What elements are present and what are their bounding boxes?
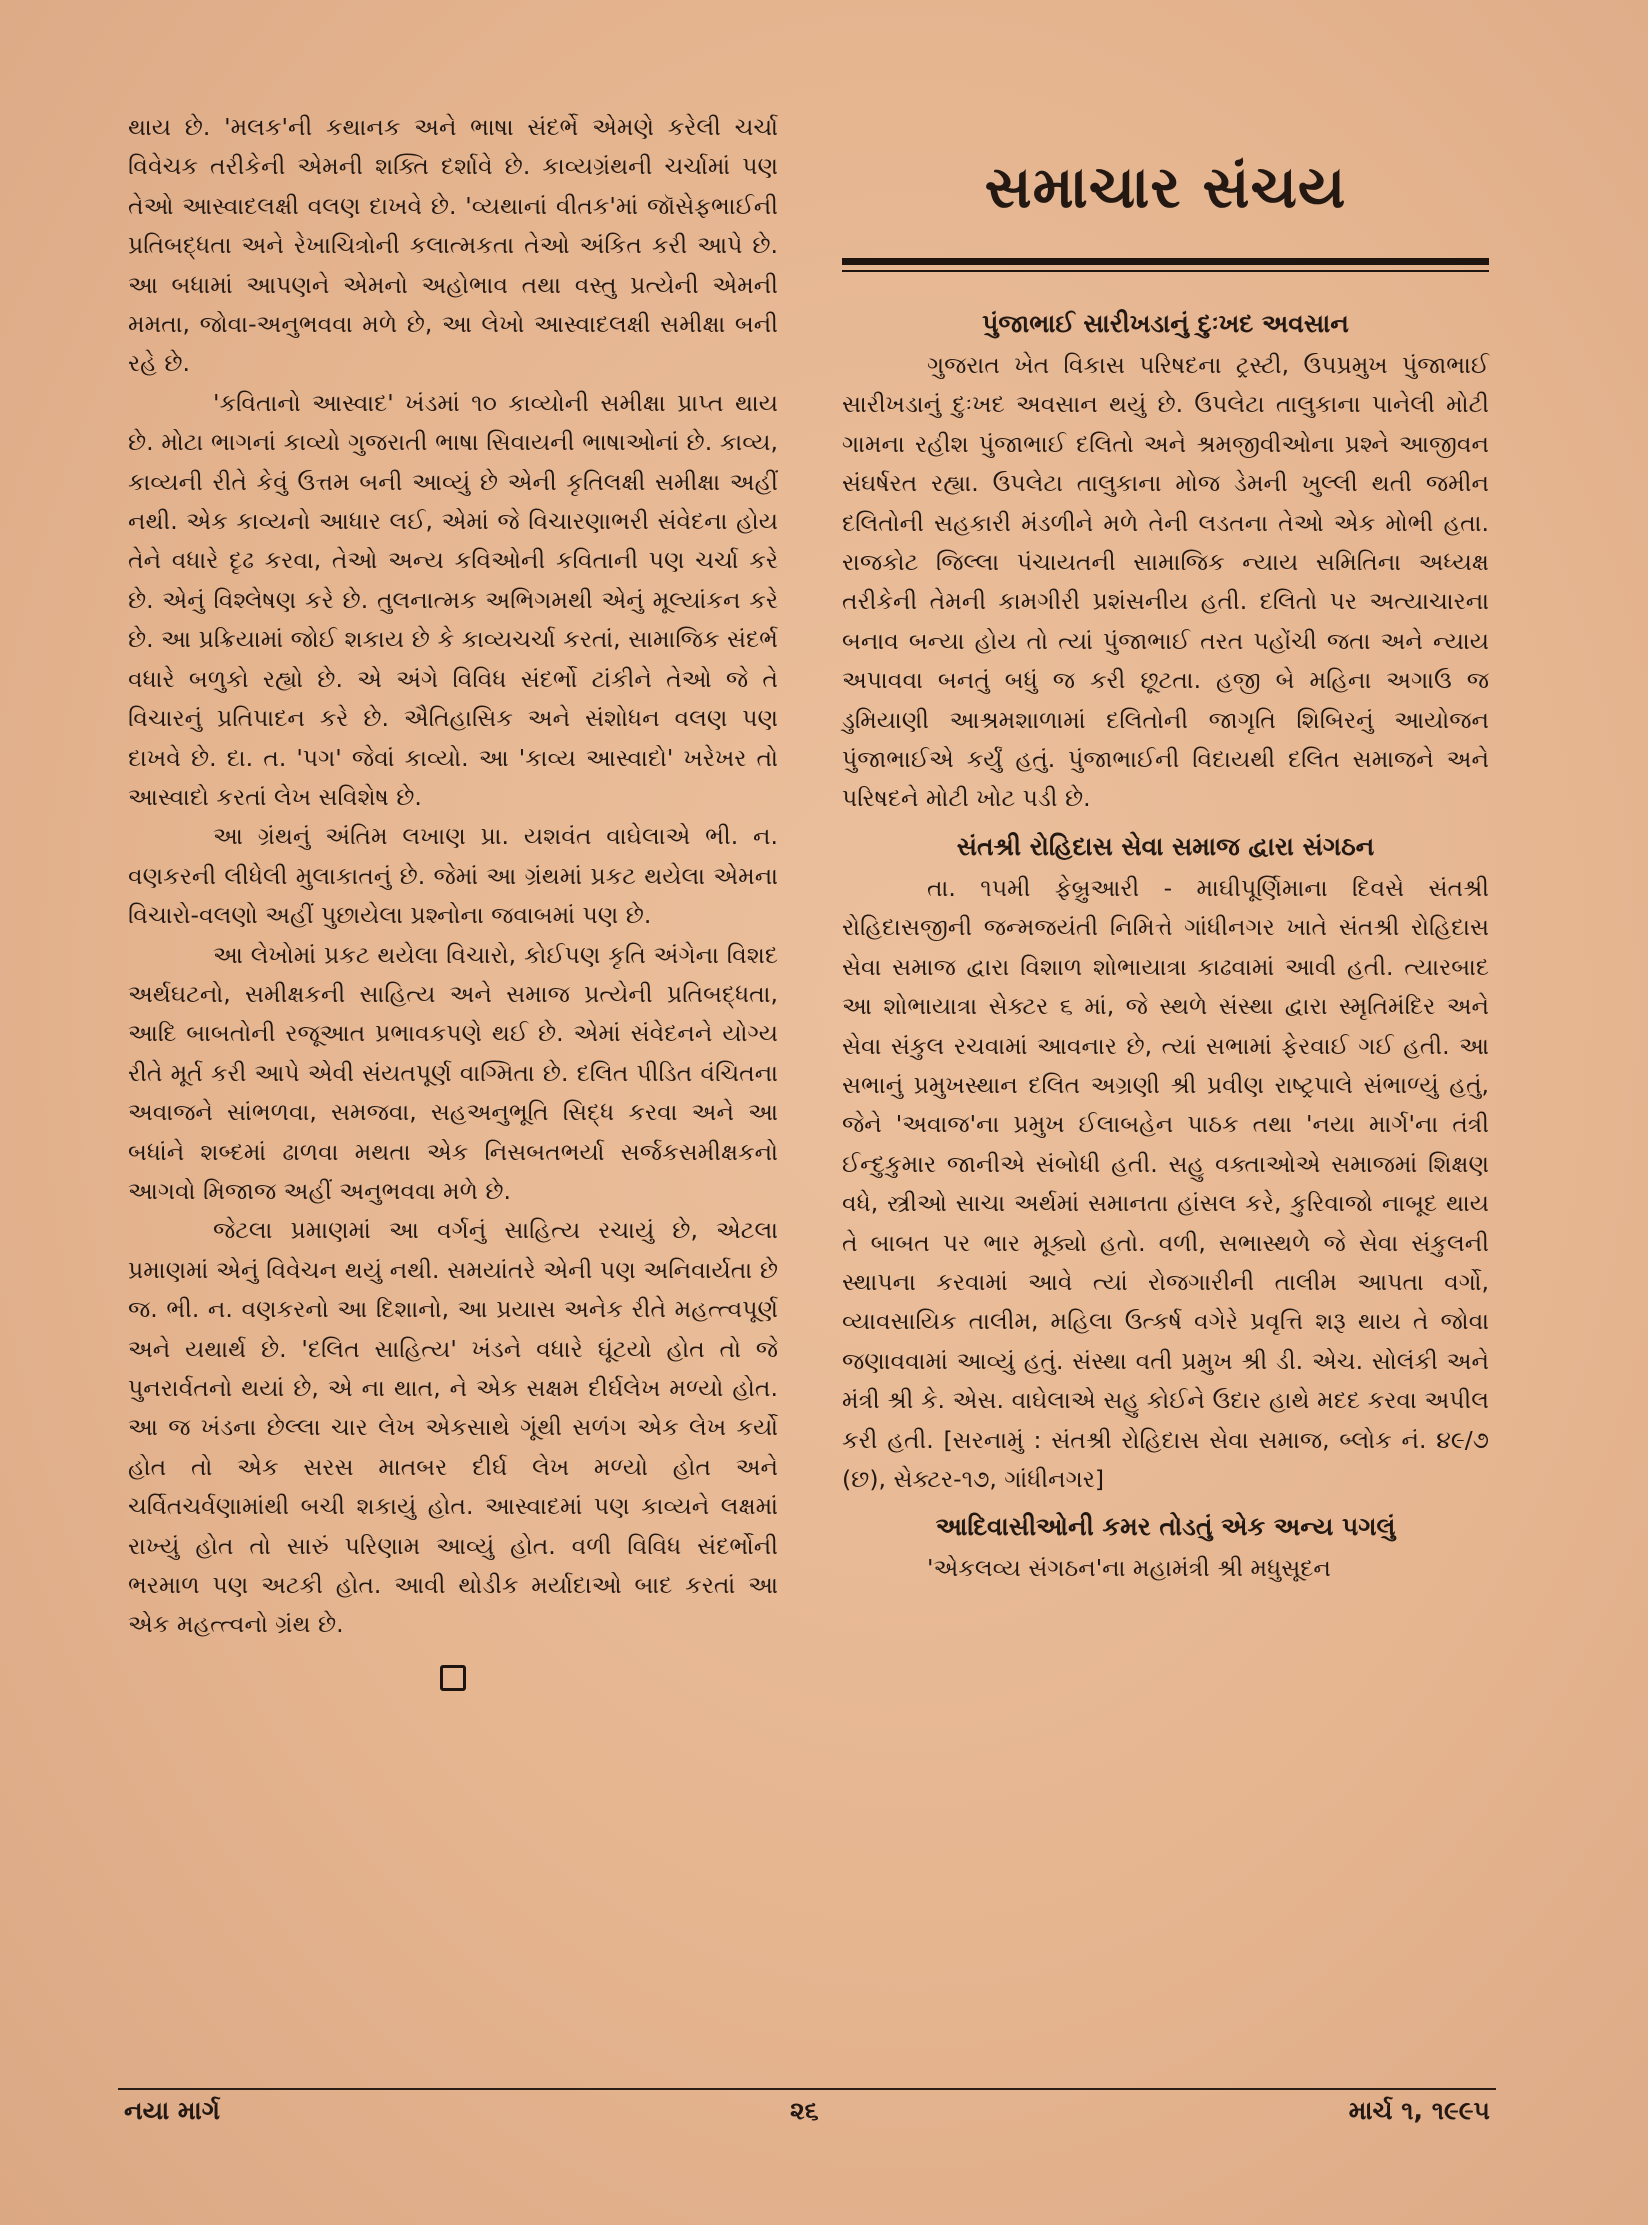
news-heading: પુંજાભાઈ સારીખડાનું દુઃખદ અવસાન [982, 309, 1349, 338]
paragraph: જેટલા પ્રમાણમાં આ વર્ગનું સાહિત્ય રચાયું છે, એટલા પ્રમાણમાં એનું વિવેચન થયું નથી. સમયાંતરે એની પણ અનિવાર્યતા છે જ. ભી. ન. વણકરનો આ દિશાનો, આ પ્રયાસ અનેક રીતે મહત્ત્વપૂર્ણ અને યથાર્થ છે. 'દલિત સાહિત્ય' ખંડને વધારે ઘૂંટયો હોત તો જે પુનરાર્વતનો થયાં છે, એ ના થાત, ને એક સક્ષમ દીર્ઘલેખ મળ્યો હોત. આ જ ખંડના છેલ્લા ચાર લેખ એકસાથે ગૂંથી સળંગ એક લેખ કર્યો હોત તો એક સરસ માતબર દીર્ઘ લેખ મળ્યો હોત અને ચર્વિતચર્વણામાંથી બચી શકાયું હોત. આસ્વાદમાં પણ કાવ્યને લક્ષમાં રાખ્યું હોત તો સારું પરિણામ આવ્યું હોત. વળી વિવિધ સંદર્ભોની ભરમાળ પણ અટકી હોત. આવી થોડીક મર્યાદાઓ બાદ કરતાં આ એક મહત્ત્વનો ગ્રંથ છે. [128, 1216, 778, 1639]
news-body: તા. ૧૫મી ફેબ્રુઆરી - માઘીપૂર્ણિમાના દિવસે સંતશ્રી રોહિદાસજીની જન્મજયંતી નિમિત્તે ગાંધીનગર ખાતે સંતશ્રી રોહિદાસ સેવા સમાજ દ્વારા વિશાળ શોભાયાત્રા કાઢવામાં આવી હતી. ત્યારબાદ આ શોભાયાત્રા સેક્ટર ૬ માં, જે સ્થળે સંસ્થા દ્વારા સ્મૃતિમંદિર અને સેવા સંકુલ રચવામાં આવનાર છે, ત્યાં સભામાં ફેરવાઈ ગઈ હતી. આ સભાનું પ્રમુખસ્થાન દલિત અગ્રણી શ્રી પ્રવીણ રાષ્ટ્રપાલે સંભાળ્યું હતું, જેને 'અવાજ'ના પ્રમુખ ઈલાબહેન પાઠક તથા 'નયા માર્ગ'ના તંત્રી ઈન્દુકુમાર જાનીએ સંબોધી હતી. સહુ વક્તાઓએ સમાજમાં શિક્ષણ વધે, સ્ત્રીઓ સાચા અર્થમાં સમાનતા હાંસલ કરે, કુરિવાજો નાબૂદ થાય તે બાબત પર ભાર મૂક્યો હતો. વળી, સભાસ્થળે જે સેવા સંકુલની સ્થાપના કરવામાં આવે ત્યાં રોજગારીની તાલીમ આપતા વર્ગો, વ્યાવસાયિક તાલીમ, મહિલા ઉત્કર્ષ વગેરે પ્રવૃત્તિ શરૂ થાય તે જોવા જણાવવામાં આવ્યું હતું. સંસ્થા વતી પ્રમુખ શ્રી ડી. એચ. સોલંકી અને મંત્રી શ્રી કે. એસ. વાઘેલાએ સહુ કોઈને ઉદાર હાથે મદદ કરવા અપીલ કરી હતી. [સરનામું : સંતશ્રી રોહિદાસ સેવા સમાજ, બ્લોક નં. ૪૯/૭ (છ), સેક્ટર-૧૭, ગાંધીનગર] [842, 873, 1489, 1493]
news-body: 'એકલવ્ય સંગઠન'ના મહામંત્રી શ્રી મધુસૂદન [927, 1554, 1331, 1583]
banner-rule-thin [842, 270, 1489, 272]
news-heading: સંતશ્રી રોહિદાસ સેવા સમાજ દ્વારા સંગઠન [956, 831, 1375, 861]
right-column [842, 108, 1489, 1589]
paragraph: 'કવિતાનો આસ્વાદ' ખંડમાં ૧૦ કાવ્યોની સમીક્ષા પ્રાપ્ત થાય છે. મોટા ભાગનાં કાવ્યો ગુજરાતી ભાષા સિવાયની ભાષાઓનાં છે. કાવ્ય, કાવ્યની રીતે કેવું ઉત્તમ બની આવ્યું છે એની કૃતિલક્ષી સમીક્ષા અહીં નથી. એક કાવ્યનો આધાર લઈ, એમાં જે વિચારણાભરી સંવેદના હોય તેને વધારે દૃઢ કરવા, તેઓ અન્ય કવિઓની કવિતાની પણ ચર્ચા કરે છે. એનું વિશ્લેષણ કરે છે. તુલનાત્મક અભિગમથી એનું મૂલ્યાંકન કરે છે. આ પ્રક્રિયામાં જોઈ શકાય છે કે કાવ્યચર્ચા કરતાં, સામાજિક સંદર્ભ વધારે બળુકો રહ્યો છે. એ અંગે વિવિધ સંદર્ભો ટાંકીને તેઓ જે તે વિચારનું પ્રતિપાદન કરે છે. ઐતિહાસિક અને સંશોધન વલણ પણ દાખવે છે. દા. ત. 'પગ' જેવાં કાવ્યો. આ 'કાવ્ય આસ્વાદો' ખરેખર તો આસ્વાદો કરતાં લેખ સવિશેષ છે. [128, 388, 778, 811]
footer-page-number: ૨૬ [790, 2096, 819, 2125]
paragraph: આ લેખોમાં પ્રકટ થયેલા વિચારો, કોઈપણ કૃતિ અંગેના વિશદ અર્થઘટનો, સમીક્ષકની સાહિત્ય અને સમાજ પ્રત્યેની પ્રતિબદ્ધતા, આદિ બાબતોની રજૂઆત પ્રભાવકપણે થઈ છે. એમાં સંવેદનને યોગ્ય રીતે મૂર્ત કરી આપે એવી સંયતપૂર્ણ વાગ્મિતા છે. દલિત પીડિત વંચિતના અવાજને સાંભળવા, સમજવા, સહઅનુભૂતિ સિદ્ધ કરવા અને આ બધાંને શબ્દમાં ઢાળવા મથતા એક નિસબતભર્યા સર્જકસમીક્ષકનો આગવો મિજાજ અહીં અનુભવવા મળે છે. [128, 940, 778, 1205]
paragraph: થાય છે. 'મલક'ની કથાનક અને ભાષા સંદર્ભે એમણે કરેલી ચર્ચા વિવેચક તરીકેની એમની શક્તિ દર્શાવે છે. કાવ્યગ્રંથની ચર્ચામાં પણ તેઓ આસ્વાદલક્ષી વલણ દાખવે છે. 'વ્યથાનાં વીતક'માં જૉસેફભાઈની પ્રતિબદ્ધતા અને રેખાચિત્રોની કલાત્મકતા તેઓ અંકિત કરી આપે છે. આ બધામાં આપણને એમનો અહોભાવ તથા વસ્તુ પ્રત્યેની એમની મમતા, જોવા-અનુભવવા મળે છે, આ લેખો આસ્વાદલક્ષી સમીક્ષા બની રહે છે. [128, 113, 778, 378]
footer-date: માર્ચ ૧, ૧૯૯૫ [1348, 2096, 1490, 2125]
paragraph: આ ગ્રંથનું અંતિમ લખાણ પ્રા. યશવંત વાઘેલાએ ભી. ન. વણકરની લીધેલી મુલાકાતનું છે. જેમાં આ ગ્રંથમાં પ્રકટ થયેલા એમના વિચારો-વલણો અહીં પુછાયેલા પ્રશ્નોના જવાબમાં પણ છે. [128, 822, 778, 930]
banner-rule-thick [842, 258, 1489, 265]
news-heading: આદિવાસીઓની કમર તોડતું એક અન્ય પગલું [935, 1512, 1396, 1542]
news-body: ગુજરાત ખેત વિકાસ પરિષદના ટ્રસ્ટી, ઉપપ્રમુખ પુંજાભાઈ સારીખડાનું દુઃખદ અવસાન થયું છે. ઉપલેટા તાલુકાના પાનેલી મોટી ગામના રહીશ પુંજાભાઈ દલિતો અને શ્રમજીવીઓના પ્રશ્ને આજીવન સંઘર્ષરત રહ્યા. ઉપલેટા તાલુકાના મોજ ડેમની ખુલ્લી થતી જમીન દલિતોની સહકારી મંડળીને મળે તેની લડતના તેઓ એક મોભી હતા. રાજકોટ જિલ્લા પંચાયતની સામાજિક ન્યાય સમિતિના અધ્યક્ષ તરીકેની તેમની કામગીરી પ્રશંસનીય હતી. દલિતો પર અત્યાચારના બનાવ બન્યા હોય તો ત્યાં પુંજાભાઈ તરત પહોંચી જતા અને ન્યાય અપાવવા બનતું બધું જ કરી છૂટતા. હજી બે મહિના અગાઉ જ ડુમિયાણી આશ્રમશાળામાં દલિતોની જાગૃતિ શિબિરનું આયોજન પુંજાભાઈએ કર્યું હતું. પુંજાભાઈની વિદાયથી દલિત સમાજને અને પરિષદને મોટી ખોટ પડી છે. [842, 351, 1489, 813]
footer-rule [118, 2088, 1496, 2090]
footer-magazine-name: નયા માર્ગ [124, 2096, 220, 2125]
section-banner-title: સમાચાર સંચય [984, 153, 1347, 221]
end-of-article-square-icon [440, 1665, 466, 1691]
left-column [128, 108, 778, 1691]
